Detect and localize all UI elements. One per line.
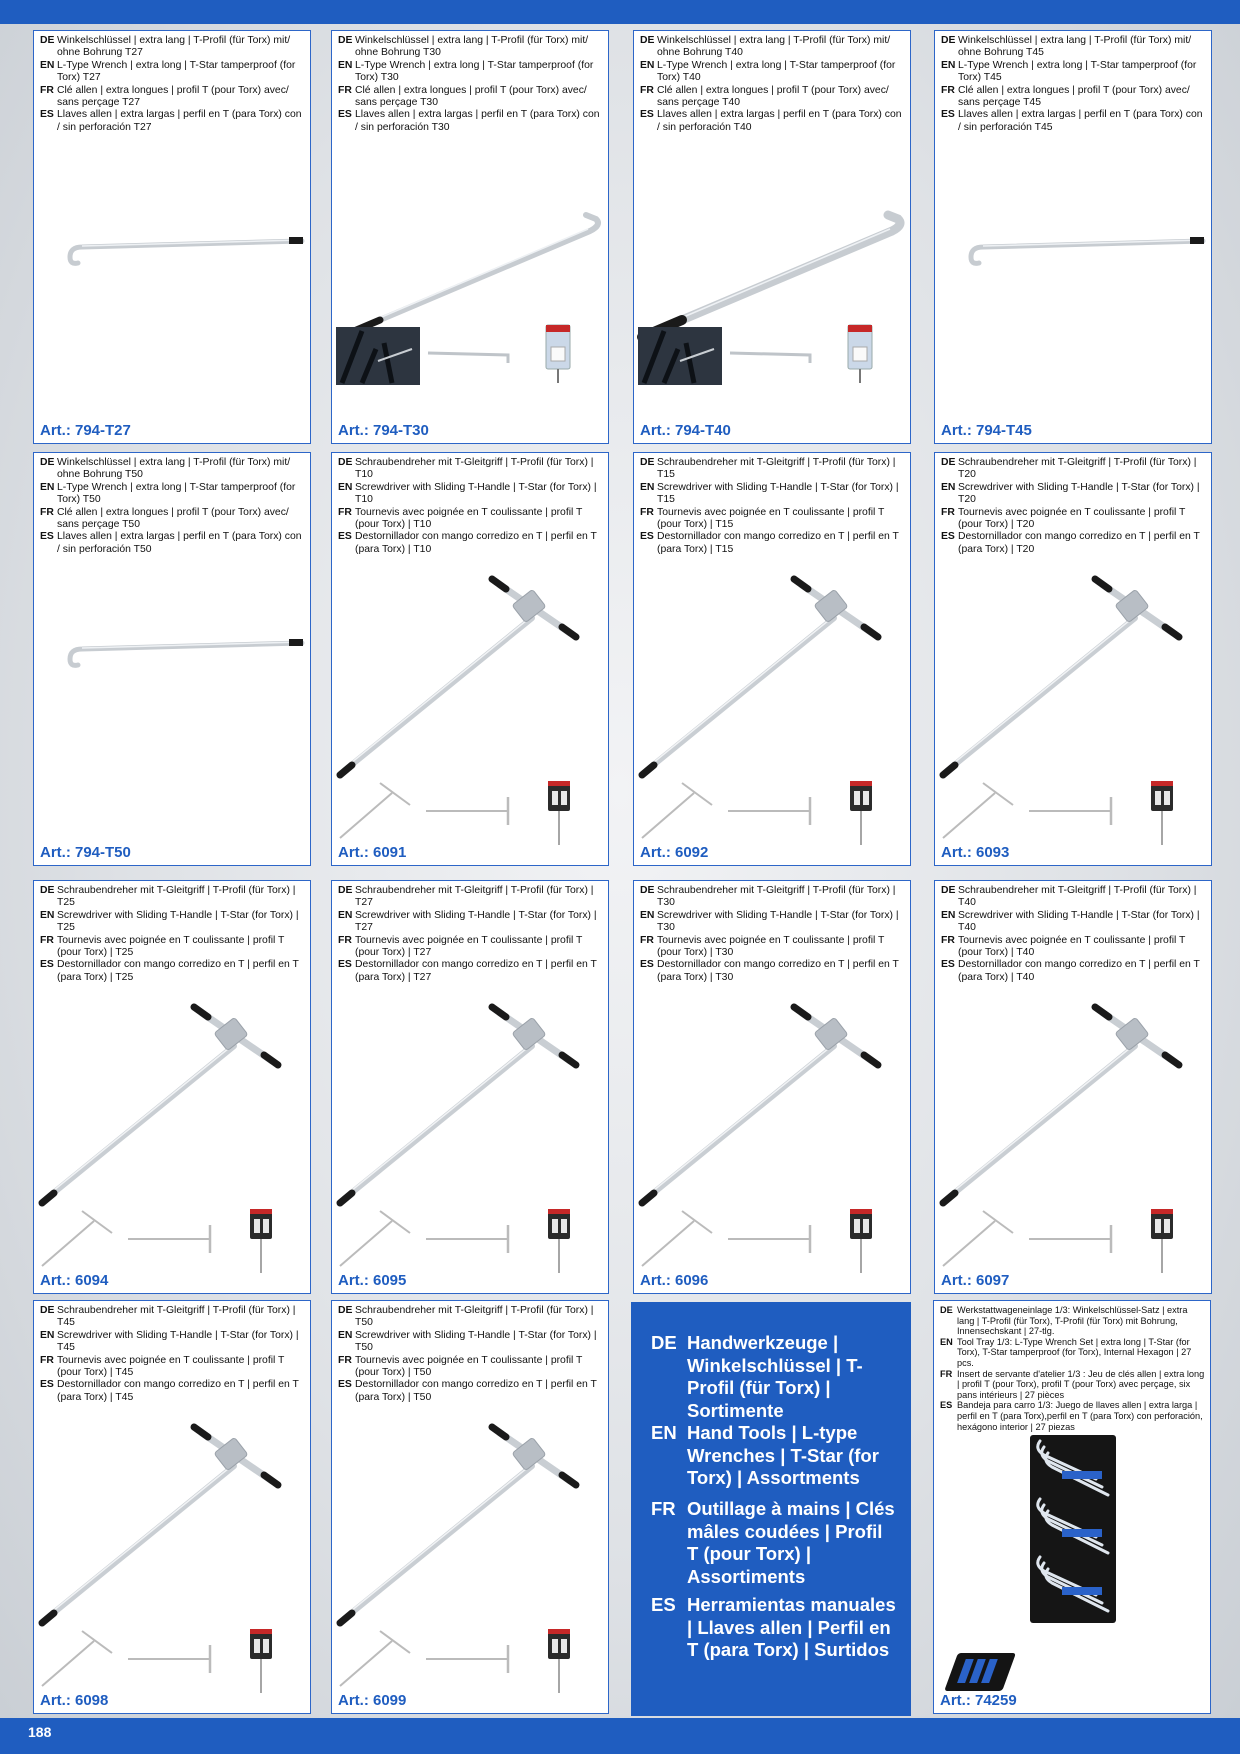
description-de: Winkelschlüssel | extra lang | T-Profil (für Torx) mit/ ohne Bohrung T45 bbox=[958, 35, 1192, 59]
lang-code: DE bbox=[941, 35, 956, 46]
description-de: Winkelschlüssel | extra lang | T-Profil (für Torx) mit/ ohne Bohrung T40 bbox=[657, 35, 891, 59]
lang-code: EN bbox=[640, 481, 655, 493]
lang-code: DE bbox=[941, 457, 956, 468]
description-es: Destornillador con mango corredizo en T | perfil en T (para Torx) | T50 bbox=[355, 1379, 597, 1403]
lang-code: ES bbox=[40, 959, 54, 971]
article-number: Art.: 6091 bbox=[338, 844, 407, 861]
tool-image bbox=[634, 881, 912, 1295]
tool-image bbox=[935, 881, 1213, 1295]
lang-code: DE bbox=[40, 885, 55, 896]
lang-code: EN bbox=[338, 59, 353, 71]
lang-code: ES bbox=[338, 109, 352, 121]
category-fr bbox=[651, 1498, 897, 1588]
lang-code: FR bbox=[940, 1368, 953, 1379]
description-de: Schraubendreher mit T-Gleitgriff | T-Profil (für Torx) | T45 bbox=[57, 1305, 296, 1329]
lang-code: DE bbox=[338, 1305, 353, 1316]
description-es: Llaves allen | extra largas | perfil en T (para Torx) con / sin perforación T30 bbox=[355, 109, 600, 133]
lang-code: ES bbox=[640, 109, 654, 121]
description-fr: Clé allen | extra longues | profil T (pour Torx) avec/ sans perçage T30 bbox=[355, 84, 587, 109]
product-card[interactable] bbox=[934, 30, 1212, 444]
description-es: Destornillador con mango corredizo en T | perfil en T (para Torx) | T40 bbox=[958, 959, 1200, 983]
article-number: Art.: 6093 bbox=[941, 844, 1010, 861]
description-es: Llaves allen | extra largas | perfil en T (para Torx) con / sin perforación T27 bbox=[57, 109, 302, 133]
description-fr: Tournevis avec poignée en T coulissante | profil T (pour Torx) | T40 bbox=[958, 934, 1186, 959]
description-de: Winkelschlüssel | extra lang | T-Profil (für Torx) mit/ ohne Bohrung T27 bbox=[57, 35, 291, 59]
category-es-code: ES bbox=[651, 1594, 676, 1615]
description-fr: Clé allen | extra longues | profil T (pour Torx) avec/ sans perçage T40 bbox=[657, 84, 889, 109]
description-de: Schraubendreher mit T-Gleitgriff | T-Profil (für Torx) | T50 bbox=[355, 1305, 594, 1329]
description-de: Schraubendreher mit T-Gleitgriff | T-Profil (für Torx) | T27 bbox=[355, 885, 594, 909]
lang-code: ES bbox=[941, 531, 955, 543]
description-en: Screwdriver with Sliding T-Handle | T-Star (for Torx) | T50 bbox=[355, 1329, 597, 1354]
product-card[interactable] bbox=[633, 30, 911, 444]
description-es: Destornillador con mango corredizo en T | perfil en T (para Torx) | T25 bbox=[57, 959, 299, 983]
description-es: Destornillador con mango corredizo en T | perfil en T (para Torx) | T10 bbox=[355, 531, 597, 555]
article-number: Art.: 794-T50 bbox=[40, 844, 131, 861]
description-es: Llaves allen | extra largas | perfil en T (para Torx) con / sin perforación T45 bbox=[958, 109, 1203, 133]
description-fr: Clé allen | extra longues | profil T (pour Torx) avec/ sans perçage T27 bbox=[57, 84, 289, 109]
lang-code: DE bbox=[40, 35, 55, 46]
tool-tray-image bbox=[934, 1301, 1212, 1715]
product-card-74259[interactable] bbox=[933, 1300, 1211, 1714]
description-de: Schraubendreher mit T-Gleitgriff | T-Profil (für Torx) | T15 bbox=[657, 457, 896, 481]
lang-code: EN bbox=[40, 59, 55, 71]
tool-image bbox=[332, 453, 610, 867]
lang-code: EN bbox=[338, 909, 353, 921]
lang-code: FR bbox=[338, 506, 352, 518]
lang-code: EN bbox=[40, 909, 55, 921]
article-number: Art.: 6099 bbox=[338, 1692, 407, 1709]
description-fr: Tournevis avec poignée en T coulissante | profil T (pour Torx) | T10 bbox=[355, 506, 583, 531]
lang-code: EN bbox=[40, 1329, 55, 1341]
lang-code: EN bbox=[640, 909, 655, 921]
lang-code: DE bbox=[40, 457, 55, 468]
description-es: Destornillador con mango corredizo en T | perfil en T (para Torx) | T27 bbox=[355, 959, 597, 983]
tool-image bbox=[34, 881, 312, 1295]
lang-code: DE bbox=[338, 885, 353, 896]
lang-code: FR bbox=[338, 84, 352, 96]
description-en: L-Type Wrench | extra long | T-Star tamperproof (for Torx) T27 bbox=[57, 59, 296, 84]
description-en: Screwdriver with Sliding T-Handle | T-Star (for Torx) | T25 bbox=[57, 909, 299, 934]
lang-code: ES bbox=[40, 531, 54, 543]
lang-code: EN bbox=[338, 481, 353, 493]
description-fr: Tournevis avec poignée en T coulissante | profil T (pour Torx) | T25 bbox=[57, 934, 285, 959]
lang-code: FR bbox=[40, 934, 54, 946]
product-card[interactable] bbox=[934, 452, 1212, 866]
lang-code: ES bbox=[40, 1379, 54, 1391]
description-de: Schraubendreher mit T-Gleitgriff | T-Profil (für Torx) | T20 bbox=[958, 457, 1197, 481]
product-card[interactable] bbox=[33, 452, 311, 866]
article-number: Art.: 794-T27 bbox=[40, 422, 131, 439]
description-en: L-Type Wrench | extra long | T-Star tamperproof (for Torx) T45 bbox=[958, 59, 1197, 84]
description-en: Screwdriver with Sliding T-Handle | T-Star (for Torx) | T30 bbox=[657, 909, 899, 934]
tool-image bbox=[34, 453, 312, 867]
description-en: Screwdriver with Sliding T-Handle | T-Star (for Torx) | T27 bbox=[355, 909, 597, 934]
description-es: Llaves allen | extra largas | perfil en T (para Torx) con / sin perforación T50 bbox=[57, 531, 302, 555]
lang-code: EN bbox=[940, 1336, 953, 1347]
lang-code: EN bbox=[941, 59, 956, 71]
description-en: L-Type Wrench | extra long | T-Star tamperproof (for Torx) T30 bbox=[355, 59, 594, 84]
lang-code: FR bbox=[640, 934, 654, 946]
lang-code: DE bbox=[940, 1305, 953, 1315]
description-fr: Tournevis avec poignée en T coulissante | profil T (pour Torx) | T27 bbox=[355, 934, 583, 959]
lang-code: ES bbox=[40, 109, 54, 121]
description-en: Screwdriver with Sliding T-Handle | T-Star (for Torx) | T10 bbox=[355, 481, 597, 506]
description-fr: Clé allen | extra longues | profil T (pour Torx) avec/ sans perçage T50 bbox=[57, 506, 289, 531]
tray-text-fr: Insert de servante d'atelier 1/3 : Jeu de clés allen | extra long | profil T (pour Torx), profil T (pour Torx) avec perçage, six pans intérieurs | 27 pièces bbox=[957, 1368, 1205, 1400]
description-de: Winkelschlüssel | extra lang | T-Profil (für Torx) mit/ ohne Bohrung T30 bbox=[355, 35, 589, 59]
product-card[interactable] bbox=[331, 452, 609, 866]
category-de-code: DE bbox=[651, 1332, 677, 1353]
category-en-text: Hand Tools | L-type Wrenches | T-Star (for Torx) | Assortments bbox=[687, 1422, 879, 1488]
lang-code: EN bbox=[338, 1329, 353, 1341]
product-card[interactable] bbox=[934, 880, 1212, 1294]
article-number: Art.: 6096 bbox=[640, 1272, 709, 1289]
lang-code: FR bbox=[640, 84, 654, 96]
product-card[interactable] bbox=[331, 880, 609, 1294]
tool-image bbox=[634, 31, 912, 445]
lang-code: DE bbox=[640, 885, 655, 896]
lang-code: FR bbox=[40, 84, 54, 96]
description-en: Screwdriver with Sliding T-Handle | T-Star (for Torx) | T15 bbox=[657, 481, 899, 506]
description-fr: Tournevis avec poignée en T coulissante | profil T (pour Torx) | T45 bbox=[57, 1354, 285, 1379]
lang-code: FR bbox=[338, 1354, 352, 1366]
lang-code: FR bbox=[941, 84, 955, 96]
category-title-card bbox=[631, 1302, 911, 1716]
description-en: Screwdriver with Sliding T-Handle | T-Star (for Torx) | T20 bbox=[958, 481, 1200, 506]
lang-code: ES bbox=[940, 1400, 953, 1411]
article-number: Art.: 6095 bbox=[338, 1272, 407, 1289]
top-bar bbox=[0, 0, 1240, 24]
category-en bbox=[651, 1422, 897, 1490]
article-number: Art.: 6097 bbox=[941, 1272, 1010, 1289]
description-es: Destornillador con mango corredizo en T | perfil en T (para Torx) | T15 bbox=[657, 531, 899, 555]
bottom-bar bbox=[0, 1718, 1240, 1754]
description-fr: Tournevis avec poignée en T coulissante | profil T (pour Torx) | T30 bbox=[657, 934, 885, 959]
lang-code: ES bbox=[640, 531, 654, 543]
lang-code: FR bbox=[941, 934, 955, 946]
description-en: L-Type Wrench | extra long | T-Star tamperproof (for Torx) T40 bbox=[657, 59, 896, 84]
category-de bbox=[651, 1332, 897, 1422]
article-number: Art.: 74259 bbox=[940, 1692, 1017, 1709]
article-number: Art.: 6098 bbox=[40, 1692, 109, 1709]
lang-code: EN bbox=[640, 59, 655, 71]
lang-code: DE bbox=[640, 35, 655, 46]
lang-code: ES bbox=[941, 109, 955, 121]
tool-image bbox=[332, 1301, 610, 1715]
description-de: Schraubendreher mit T-Gleitgriff | T-Profil (für Torx) | T10 bbox=[355, 457, 594, 481]
tray-text-es: Bandeja para carro 1/3: Juego de llaves allen | extra larga | perfil en T (para Torx),perfil en T (para Torx) con perforación, hexágono interior | 27 piezas bbox=[957, 1400, 1203, 1432]
product-card[interactable] bbox=[331, 30, 609, 444]
lang-code: EN bbox=[941, 481, 956, 493]
tool-image bbox=[935, 31, 1213, 445]
lang-code: EN bbox=[40, 481, 55, 493]
description-en: L-Type Wrench | extra long | T-Star tamperproof (for Torx) T50 bbox=[57, 481, 296, 506]
category-es bbox=[651, 1594, 897, 1662]
product-card[interactable] bbox=[331, 1300, 609, 1714]
lang-code: DE bbox=[338, 35, 353, 46]
product-card[interactable] bbox=[33, 30, 311, 444]
category-de-text: Handwerkzeuge | Winkelschlüssel | T-Profil (für Torx) | Sortimente bbox=[687, 1332, 863, 1421]
article-number: Art.: 6094 bbox=[40, 1272, 109, 1289]
article-number: Art.: 794-T45 bbox=[941, 422, 1032, 439]
lang-code: ES bbox=[640, 959, 654, 971]
tool-image bbox=[935, 453, 1213, 867]
lang-code: FR bbox=[40, 1354, 54, 1366]
description-es: Destornillador con mango corredizo en T | perfil en T (para Torx) | T45 bbox=[57, 1379, 299, 1403]
page-number: 188 bbox=[28, 1724, 52, 1740]
description-en: Screwdriver with Sliding T-Handle | T-Star (for Torx) | T45 bbox=[57, 1329, 299, 1354]
category-en-code: EN bbox=[651, 1422, 677, 1443]
lang-code: DE bbox=[338, 457, 353, 468]
lang-code: EN bbox=[941, 909, 956, 921]
lang-code: DE bbox=[941, 885, 956, 896]
description-de: Schraubendreher mit T-Gleitgriff | T-Profil (für Torx) | T25 bbox=[57, 885, 296, 909]
tool-image bbox=[34, 31, 312, 445]
product-card[interactable] bbox=[633, 452, 911, 866]
tool-image bbox=[634, 453, 912, 867]
category-fr-text: Outillage à mains | Clés mâles coudées | Profil T (pour Torx) | Assortiments bbox=[687, 1498, 895, 1587]
lang-code: ES bbox=[338, 1379, 352, 1391]
description-de: Schraubendreher mit T-Gleitgriff | T-Profil (für Torx) | T40 bbox=[958, 885, 1197, 909]
lang-code: ES bbox=[338, 959, 352, 971]
lang-code: ES bbox=[941, 959, 955, 971]
lang-code: FR bbox=[640, 506, 654, 518]
tray-text-en: Tool Tray 1/3: L-Type Wrench Set | extra long | T-Star (for Torx), T-Star tamperproof (for Torx), Internal Hexagon | 27 pcs. bbox=[957, 1336, 1192, 1368]
description-es: Llaves allen | extra largas | perfil en T (para Torx) con / sin perforación T40 bbox=[657, 109, 902, 133]
description-en: Screwdriver with Sliding T-Handle | T-Star (for Torx) | T40 bbox=[958, 909, 1200, 934]
tool-image bbox=[34, 1301, 312, 1715]
lang-code: FR bbox=[941, 506, 955, 518]
product-card[interactable] bbox=[33, 1300, 311, 1714]
lang-code: FR bbox=[338, 934, 352, 946]
category-es-text: Herramientas manuales | Llaves allen | Perfil en T (para Torx) | Surtidos bbox=[687, 1594, 896, 1660]
description-fr: Clé allen | extra longues | profil T (pour Torx) avec/ sans perçage T45 bbox=[958, 84, 1190, 109]
description-de: Winkelschlüssel | extra lang | T-Profil (für Torx) mit/ ohne Bohrung T50 bbox=[57, 457, 291, 481]
article-number: Art.: 794-T30 bbox=[338, 422, 429, 439]
description-fr: Tournevis avec poignée en T coulissante | profil T (pour Torx) | T20 bbox=[958, 506, 1186, 531]
article-number: Art.: 794-T40 bbox=[640, 422, 731, 439]
description-es: Destornillador con mango corredizo en T | perfil en T (para Torx) | T30 bbox=[657, 959, 899, 983]
lang-code: ES bbox=[338, 531, 352, 543]
tool-image bbox=[332, 31, 610, 445]
lang-code: DE bbox=[40, 1305, 55, 1316]
category-fr-code: FR bbox=[651, 1498, 676, 1519]
description-fr: Tournevis avec poignée en T coulissante | profil T (pour Torx) | T50 bbox=[355, 1354, 583, 1379]
description-fr: Tournevis avec poignée en T coulissante | profil T (pour Torx) | T15 bbox=[657, 506, 885, 531]
tool-image bbox=[332, 881, 610, 1295]
description-es: Destornillador con mango corredizo en T | perfil en T (para Torx) | T20 bbox=[958, 531, 1200, 555]
description-de: Schraubendreher mit T-Gleitgriff | T-Profil (für Torx) | T30 bbox=[657, 885, 896, 909]
article-number: Art.: 6092 bbox=[640, 844, 709, 861]
product-card[interactable] bbox=[33, 880, 311, 1294]
lang-code: DE bbox=[640, 457, 655, 468]
product-card[interactable] bbox=[633, 880, 911, 1294]
tray-text-de: Werkstattwageneinlage 1/3: Winkelschlüssel-Satz | extra lang | T-Profil (für Torx), T-Profil (für Torx) mit Bohrung, Innensechskant | 27-tlg. bbox=[957, 1305, 1188, 1337]
lang-code: FR bbox=[40, 506, 54, 518]
